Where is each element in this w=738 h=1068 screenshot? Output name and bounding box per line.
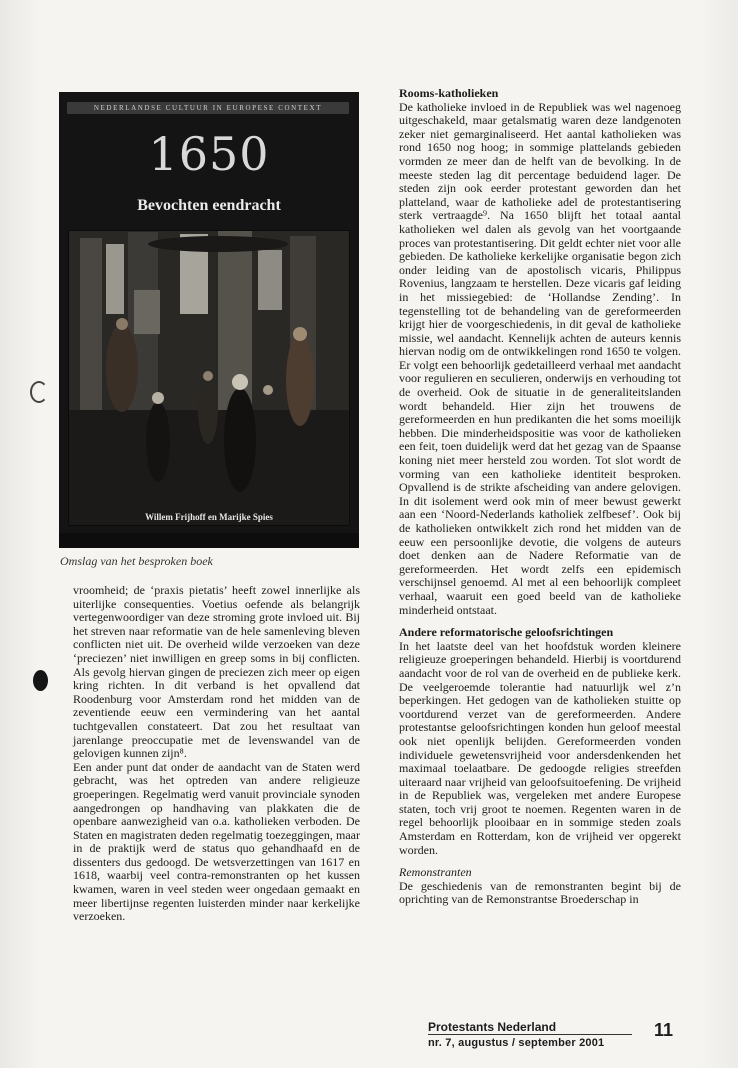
right-paragraph-3: De geschiedenis van de remonstranten begint bij de oprichting van de Remonstrantse Broederschap in <box>399 878 681 907</box>
right-paragraph-2: In het laatste deel van het hoofdstuk worden kleinere religieuze groeperingen behandeld. Hierbij is voortdurend aandacht voor de rol van de overheid en de publieke kerk. De veelgeroemde tolerantie had natuurlijk wel z’n beperkingen. Het gedogen van de katholieken stuitte op voortdurend verzet van de gereformeerden. Andere protestantse geloofsrichtingen konden hun geloof meestal ook niet openlijk belijden. Gereformeerden vonden individuele gewetensvrijheid voor andersdenkenden het maximaal toelaatbare. De gedoogde religies streefden uiteraard naar vrijheid van geloofsuitoefening. De vrijheid in de Republiek was, vergeleken met andere Europese staten, toch vrij groot te noemen. Regenten waren in de regel behoorlijk plooibaar en in sommige steden zoals Amsterdam en Rotterdam, kon de vrijheid ver opgerekt worden. <box>399 638 681 857</box>
left-paragraph-1: vroomheid; de ‘praxis pietatis’ heeft zowel innerlijke als uiterlijke consequenties. Voetius oefende als belangrijk vertegenwoordiger van deze stroming grote invloed uit. Bij het streven naar reformatie van de hele samenleving bleven conflicten niet uit. De overheid wilde verzoeken van deze ‘preciezen’ niet inwilligen en greep soms in bij conflicten. Als gevolg hiervan gingen de preciezen zich meer op eigen kring richten. In dit verband is het opvallend dat Roodenburg voor Amsterdam rond het midden van de zeventiende eeuw een vermindering van het aantal tuchtgevallen constateert. Dat zou het resultaat van jarenlange preoccupatie met de levenswandel van de gelovigen kunnen zijn⁸. <box>73 583 360 761</box>
section-heading-rooms-katholieken: Rooms-katholieken <box>399 86 499 100</box>
left-paragraph-2: Een ander punt dat onder de aandacht van de Staten werd gebracht, was het optreden van andere religieuze groeperingen. Regelmatig werd vanuit provinciale synoden aangedrongen op handhaving van plakkaten die de openbare aanwezigheid van o.a. katholieken verboden. De Staten en magistraten deden regelmatig toezeggingen, maar in de praktijk werd de status quo gehandhaafd en de dissenters dus gedoogd. De wetsverzettingen van 1617 en 1618, waarbij veel contra-remonstranten op het kussen kwamen, waren in veel steden weer ongedaan gemaakt en meer libertijnse regenten luisterden minder naar kerkelijke verzoeken. <box>73 759 360 924</box>
book-cover <box>59 92 359 548</box>
cover-base-strip <box>59 533 359 548</box>
cover-series-band: NEDERLANDSE CULTUUR IN EUROPESE CONTEXT <box>67 102 349 114</box>
issue-info: nr. 7, augustus / september 2001 <box>428 1037 605 1049</box>
cover-painting <box>68 230 350 526</box>
cover-subtitle: Bevochten eendracht <box>137 197 281 214</box>
cover-year: 1650 <box>148 127 270 181</box>
cover-authors: Willem Frijhoff en Marijke Spies <box>145 512 273 522</box>
page-footer <box>428 1020 688 1051</box>
right-paragraph-1: De katholieke invloed in de Republiek was wel nagenoeg uitgeschakeld, maar getalsmatig waren deze landgenoten zeker niet gemarginaliseerd. Het aantal katholieken was rond 1650 nog hoog; in sommige plattelands gebieden vormden ze meer dan de helft van de bevolking. In de meeste steden lag dit percentage beduidend lager. De steden zijn ook eerder protestant geworden dan het platteland, waar de katholieke adel de protestantisering sterk vertraagde⁹. Na 1650 blijft het totaal aantal katholieken wel dalen als gevolg van het voortgaande proces van protestantisering. Dit geldt echter niet voor alle gebieden. De katholieke kerkelijke organisatie begon zich onder leiding van de apostolisch vicaris, Philippus Rovenius, langzaam te herstellen. Deze vicaris gaf leiding in het missiegebied: de ‘Hollandse Zending’. In tegenstelling tot de behandeling van de gereformeerden krijgt hier de voorgeschiedenis, in dit geval de katholieke missie, wel aandacht. Kennelijk achten de auteurs kennis hiervan nodig om de ontwikkelingen rond 1650 te volgen. Er volgt een behoorlijk gedetailleerd verhaal met aandacht voor regulieren en seculieren, onderwijs en verhouding tot de overheid. Ook de situatie in de generaliteitslanden wordt behandeld. Hier zijn het trouwens de gereformeerden en hun predikanten die het soms moeilijk hebben. Die minderheidspositie was voor de katholieken een feit, toen duidelijk werd dat het gezag van de Spaanse koning niet meer hersteld zou worden. Tot slot wordt de vorming van een katholieke identiteit besproken. Opvallend is de strikte afscheiding van andere gelovigen. In dit isolement werd ook min of meer bewust gewerkt aan een ‘Noord-Nederlands katholiek zelfbesef’. Ook bij de katholieken ontwikkelt zich rond het midden van de eeuw een persoonlijke devotie, die volgens de auteurs doet denken aan de Nadere Reformatie van de gereformeerden. Het wordt zelfs een epidemisch verschijnsel genoemd. Al met al een behoorlijk compleet verhaal, waaruit een goed beeld van de katholieke minderheid ontstaat. <box>399 99 681 617</box>
left-column <box>73 584 360 924</box>
section-heading-remonstranten: Remonstranten <box>399 865 472 880</box>
right-column <box>399 87 681 907</box>
image-caption: Omslag van het besproken boek <box>60 554 213 568</box>
page-number: 11 <box>654 1020 674 1040</box>
punch-hole-icon <box>33 670 48 691</box>
magazine-title: Protestants Nederland <box>428 1020 632 1035</box>
binder-hole-icon <box>30 381 48 403</box>
section-heading-andere-geloofsrichtingen: Andere reformatorische geloofsrichtingen <box>399 625 614 640</box>
